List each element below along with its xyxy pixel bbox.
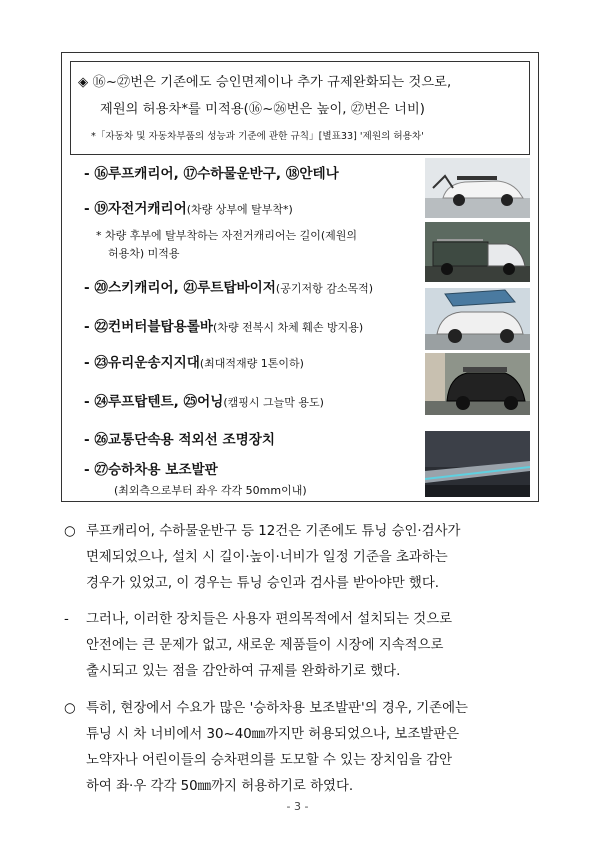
truck-bike-carrier-photo <box>425 222 530 282</box>
item-note: (차량 상부에 탈부착*) <box>186 203 293 216</box>
car-roof-carrier-photo <box>425 158 530 218</box>
bullet: - <box>64 612 69 627</box>
paragraph-line: 그러나, 이러한 장치들은 사용자 편의목적에서 설치되는 것으로 <box>86 612 453 627</box>
bike-note-line-2: 허용차) 미적용 <box>108 247 180 260</box>
item-label: - ㉗승하차용 보조발판 <box>84 462 218 478</box>
note-footnote: *「자동차 및 자동차부품의 성능과 기준에 관한 규칙」[별표33] '제원의 허용차' <box>91 131 424 142</box>
item-label: - ㉔루프탑텐트, ㉕어닝 <box>84 394 224 410</box>
paragraph-line: 경우가 있었고, 이 경우는 튜닝 승인과 검사를 받아야만 했다. <box>86 576 440 591</box>
paragraph-line: 노약자나 어린이들의 승차편의를 도모할 수 있는 장치임을 감안 <box>86 753 453 768</box>
paragraph-line: 하여 좌·우 각각 50㎜까지 허용하기로 하였다. <box>86 779 354 794</box>
bullet: ○ <box>64 701 76 716</box>
paragraph-1 <box>64 520 460 539</box>
item-label: - ㉖교통단속용 적외선 조명장치 <box>84 432 276 448</box>
item-roof-carrier <box>84 162 339 182</box>
item-roof-tent <box>84 390 324 410</box>
item-label: - ⑲자전거캐리어 <box>84 201 187 217</box>
item-ski-carrier <box>84 276 373 296</box>
bullet: ○ <box>64 524 76 539</box>
item-label: - ⑯루프캐리어, ⑰수하물운반구, ⑱안테나 <box>84 166 339 182</box>
item-label: - ⑳스키캐리어, ㉑루트탑바이저 <box>84 280 276 296</box>
item-bike-carrier <box>84 197 293 217</box>
item-infrared-light <box>84 428 275 448</box>
item-note: (캠핑시 그늘막 용도) <box>223 396 324 409</box>
item-step-board <box>84 458 218 478</box>
paragraph-line: 튜닝 시 차 너비에서 30~40㎜까지만 허용되었으나, 보조발판은 <box>86 727 460 742</box>
item-label: - ㉓유리운송지지대 <box>84 355 200 371</box>
note-line-1: ◈ ⑯~㉗번은 기존에도 승인면제이나 추가 규제완화되는 것으로, <box>78 75 452 90</box>
paragraph-line: 안전에는 큰 문제가 없고, 새로운 제품들이 시장에 지속적으로 <box>86 638 444 653</box>
step-note: (최외측으로부터 좌우 각각 50mm이내) <box>114 484 307 497</box>
suv-roof-rack-photo <box>425 353 530 415</box>
item-rollbar <box>84 315 363 335</box>
paragraph-3 <box>64 697 468 716</box>
bike-note-line-1: * 차량 후부에 탈부착하는 자전거캐리어는 길이(제원의 <box>96 229 358 242</box>
item-note: (최대적재량 1톤이하) <box>199 357 304 370</box>
item-note: (차량 전복시 차체 훼손 방지용) <box>213 321 364 334</box>
paragraph-2 <box>64 608 452 627</box>
paragraph-line: 루프캐리어, 수하물운반구 등 12건은 기존에도 튜닝 승인·검사가 <box>86 524 461 539</box>
item-label: - ㉒컨버터블탑용롤바 <box>84 319 214 335</box>
item-glass-rack <box>84 351 304 371</box>
page-number: - 3 - <box>286 800 309 813</box>
running-board-photo <box>425 431 530 497</box>
note-line-2: 제원의 허용차*를 미적용(⑯~㉖번은 높이, ㉗번은 너비) <box>100 102 426 117</box>
suv-roof-tent-photo <box>425 288 530 350</box>
item-note: (공기저항 감소목적) <box>275 282 373 295</box>
paragraph-line: 특히, 현장에서 수요가 많은 '승하차용 보조발판'의 경우, 기존에는 <box>86 701 468 716</box>
paragraph-line: 출시되고 있는 점을 감안하여 규제를 완화하기로 했다. <box>86 664 401 679</box>
paragraph-line: 면제되었으나, 설치 시 길이·높이·너비가 일정 기준을 초과하는 <box>86 550 448 565</box>
